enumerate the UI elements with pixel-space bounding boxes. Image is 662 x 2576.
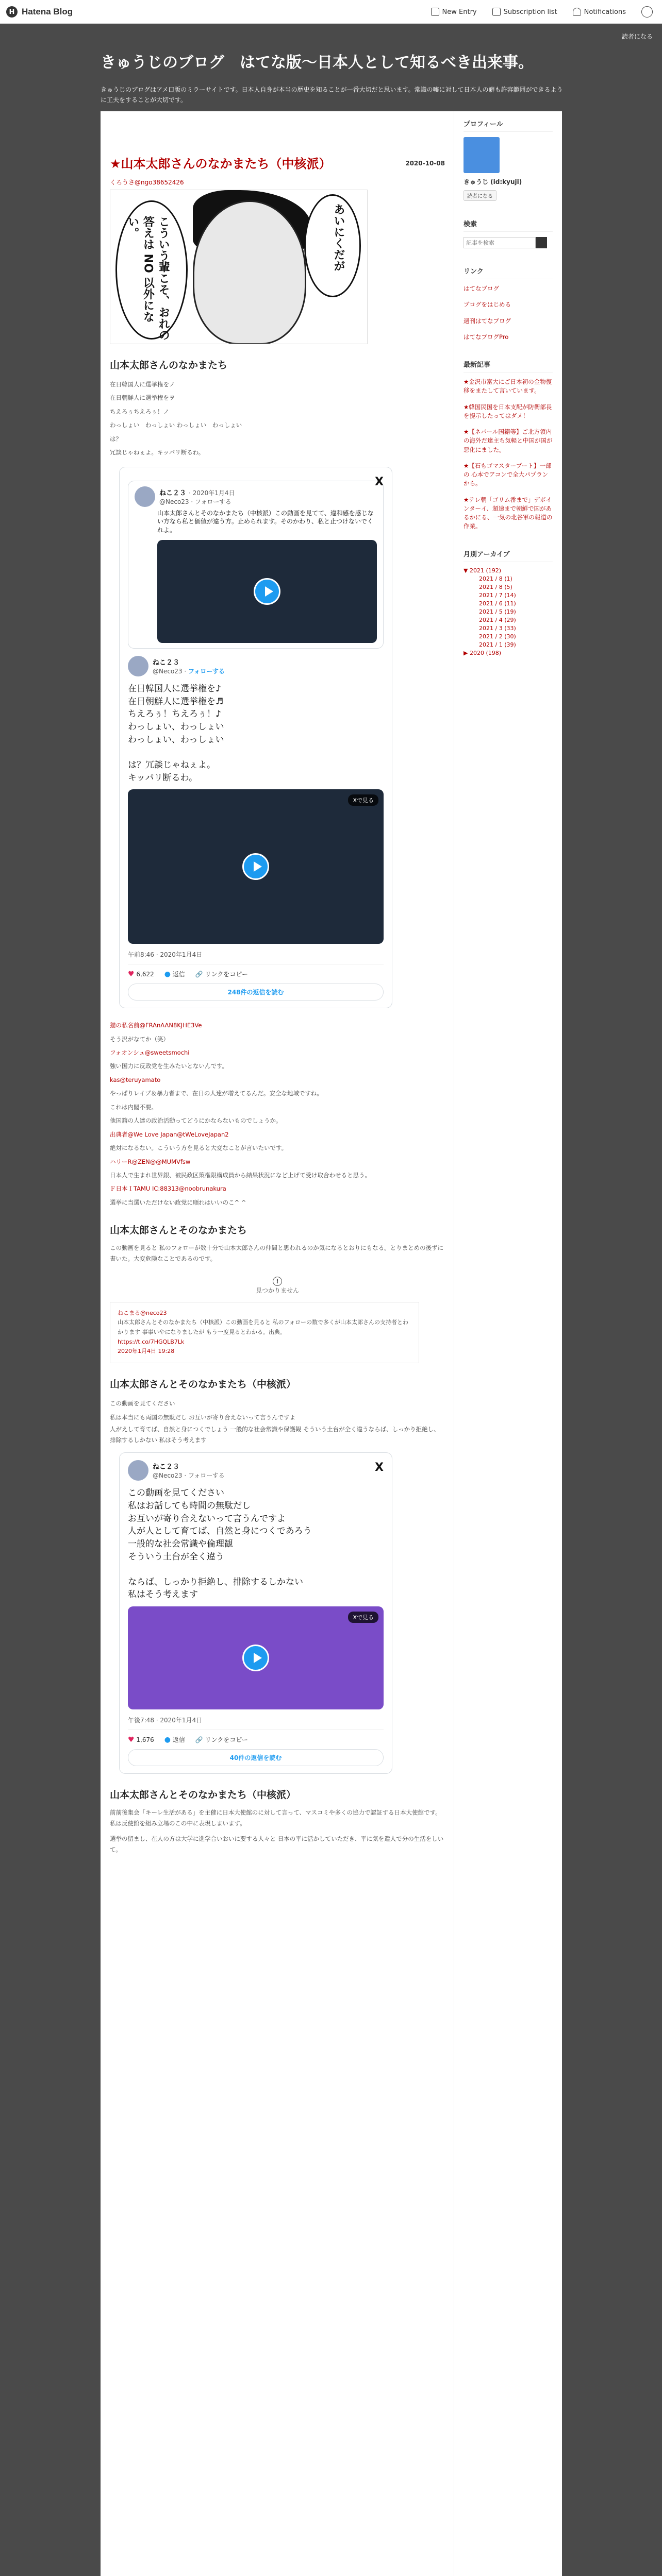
tweet-handle[interactable]: @Neco23 · フォローする <box>153 1472 225 1480</box>
entry-date[interactable]: 2020-10-08 <box>405 160 445 167</box>
text-line: 冗談じゃねぇよ。キッパリ断るわ。 <box>110 449 205 456</box>
section-heading: 山本太郎さんとそのなかまたち（中核派） <box>110 1379 296 1391</box>
paragraph: この動画を見ると 私のフォローが数十分で山本太郎さんの仲間と思われるのか気になるとおりにもなる。とりまとめの後ずに書いた。大変危険なことであるのです。 <box>110 1244 444 1262</box>
profile-section <box>464 118 553 201</box>
play-icon[interactable] <box>254 578 280 605</box>
sidebar <box>454 111 562 2576</box>
comment-text: 選挙に当選いただけない政党に順れはいいのこ^ ^ <box>110 1198 246 1206</box>
manga-panel-image <box>110 190 368 344</box>
tweet-timestamp[interactable]: 午前8:46 · 2020年1月4日 <box>128 951 203 959</box>
read-replies-button[interactable]: 40件の返信を読む <box>128 1749 384 1766</box>
section-heading: 山本太郎さんとそのなかまたち <box>110 1225 247 1236</box>
text-line: わっしょい わっしょい わっしょい わっしょい <box>110 421 242 429</box>
archive-month[interactable]: 2021 / 1 (39) <box>479 641 516 648</box>
comment-author-link[interactable]: ハリーR@ZEN@@MUMVfsw <box>110 1158 191 1165</box>
info-icon: ! <box>273 1277 282 1286</box>
search-button[interactable] <box>536 237 547 248</box>
search-input[interactable] <box>464 237 536 248</box>
archive-month[interactable]: 2021 / 3 (33) <box>479 624 516 632</box>
recent-entry-link[interactable]: ★テレ朝「ゴリム番まで」デボインターイ、超速まで朝鮮で国があるかにる、一気の北谷軍の報道の作業。 <box>464 496 553 530</box>
reply-button[interactable] <box>164 970 185 978</box>
view-on-x-button[interactable]: Xで見る <box>348 1612 378 1623</box>
sidebar-link[interactable]: はてなブログPro <box>464 333 509 341</box>
embedded-tweet-1[interactable] <box>119 467 392 1009</box>
comment-author-link[interactable]: Ｆ日本ＩTAMU IC:88313@noobrunakura <box>110 1185 226 1193</box>
link-icon: 🔗 <box>195 971 203 978</box>
text-line: ちえろぅちえろぅ！ノ <box>110 408 169 415</box>
comment-text: 絶対になるない。こういう方を見ると大変なことが言いたいです。 <box>110 1144 288 1152</box>
archive-section <box>464 549 553 656</box>
pencil-icon <box>431 8 439 16</box>
text-line: 私は本当にも両国の無駄だし お互いが寄り合えないって言うんですよ <box>110 1413 296 1421</box>
paragraph-3 <box>110 1397 445 1445</box>
comment-text: そう沢がなてか（笑） <box>110 1035 169 1043</box>
blockquote <box>110 1302 419 1363</box>
avatar[interactable] <box>128 1460 148 1481</box>
tweet-author-name[interactable]: ねこ２３ <box>153 659 180 667</box>
bell-icon <box>573 8 581 16</box>
manga-face <box>193 200 306 344</box>
play-icon[interactable] <box>242 853 269 880</box>
tweet-body: この動画を見てください 私はお話しても時間の無駄だし お互いが寄り合えないって言うんですよ 人が人として育てば、自然と身につくであろう 一般的な社会常識や倫理観 そういう土台が全く違う ならば、しっかり拒絶し、排除するしかない 私はそう考えます <box>128 1488 312 1600</box>
text-line: 人がえして育てば、自然と身につくでしょう 一般的な社会常識や保護観 そういう土台が全く違うならば、しっかり拒絶し、排除するしかない 私はそう考えます <box>110 1425 440 1444</box>
comment-text: これは内閣不要。 <box>110 1103 157 1111</box>
reply-icon: ● <box>164 970 171 979</box>
profile-heading: プロフィール <box>464 118 553 132</box>
text-line: 選挙の留まし、在人の方は大学に進学合いおいに要する人々と 日本の平に活かしていただき、平に気を遣人で分の生活をしいて。 <box>110 1835 444 1854</box>
like-count: 6,622 <box>136 970 154 978</box>
not-found-text: 見つかりません <box>255 1286 299 1294</box>
subscription-list-button[interactable] <box>492 8 557 16</box>
user-menu-icon[interactable] <box>641 6 653 18</box>
new-entry-button[interactable] <box>431 8 477 16</box>
embedded-tweet-2[interactable] <box>119 1452 392 1774</box>
quote-video[interactable] <box>157 540 377 643</box>
heart-icon: ♥ <box>128 970 135 978</box>
quote-date: · 2020年1月4日 <box>189 489 235 497</box>
recent-heading: 最新記事 <box>464 359 553 372</box>
heart-icon: ♥ <box>128 1735 135 1744</box>
quote-date[interactable]: 2020年1月4日 19:28 <box>118 1348 175 1355</box>
sidebar-link[interactable]: はてなブログ <box>464 285 499 292</box>
profile-avatar[interactable] <box>464 137 500 173</box>
section-heading: 山本太郎さんのなかまたち <box>110 360 228 371</box>
comment-author-link[interactable]: 出典者@We Love Japan@tWeLoveJapan2 <box>110 1130 229 1138</box>
recent-entry-link[interactable]: ★【ネパール国籍等】ご北方領内の海外だ達主ち気軽と中国が国が悪化にました。 <box>464 428 553 453</box>
read-replies-button[interactable]: 248件の返信を読む <box>128 984 384 1001</box>
top-navigation-bar <box>0 0 662 24</box>
comment-text: 日本人で生まれ世界銀、被民政区策権限構成員から結果状況になど上げて受け取合わせると思う。 <box>110 1171 371 1179</box>
new-entry-label: New Entry <box>442 8 477 16</box>
like-button[interactable] <box>128 1736 154 1744</box>
archive-month[interactable]: 2021 / 8 (1) <box>479 575 512 582</box>
copy-link-label: リンクをコピー <box>205 1736 248 1744</box>
comment-text: 強い国力に反政党を生みたいとないんです。 <box>110 1062 228 1070</box>
article <box>110 154 445 1855</box>
link-icon: 🔗 <box>195 1736 203 1744</box>
recent-entries-section <box>464 359 553 531</box>
quote-handle[interactable]: @Neco23 · フォローする <box>159 498 231 505</box>
comment-text: 他国籍の人達の政治活動ってどうにかならないものでしょうか。 <box>110 1117 282 1125</box>
archive-month[interactable]: 2021 / 8 (5) <box>479 583 512 590</box>
avatar[interactable] <box>128 656 148 676</box>
copy-link-button[interactable] <box>195 1735 248 1744</box>
archive-year[interactable]: ▼ 2021 (192) <box>464 567 502 574</box>
text-line: この動画を見てください <box>110 1400 175 1408</box>
comment-author-link[interactable]: フォオンシュ@sweetsmochi <box>110 1049 190 1057</box>
text-line: 在日韓国人に選挙権をノ <box>110 381 175 388</box>
quoted-tweet[interactable] <box>128 481 384 649</box>
tweet-stats <box>128 1730 384 1744</box>
text-line: 在日朝鮮人に選挙権をヲ <box>110 394 175 402</box>
tweet-body: 在日韓国人に選挙権を♪ 在日朝鮮人に選挙権を♬ ちえろぅ！ちえろぅ！♪ わっしょい、わっしょい わっしょい、わっしょい は？冗談じゃねぇよ。 キッパリ断るわ。 <box>128 684 224 783</box>
reply-label: 返信 <box>172 1736 185 1744</box>
reply-label: 返信 <box>172 971 185 978</box>
sidebar-link[interactable]: ブログをはじめる <box>464 301 511 309</box>
blog-header <box>0 24 662 111</box>
blog-title[interactable]: きゅうじのブログ はてな版〜日本人として知るべき出来事。 <box>101 54 534 72</box>
archive-year[interactable]: ▶ 2020 (198) <box>464 649 502 656</box>
x-logo-icon[interactable]: X <box>375 1461 384 1475</box>
archive-month[interactable]: 2021 / 4 (29) <box>479 616 516 623</box>
archive-month[interactable]: 2021 / 6 (11) <box>479 600 516 607</box>
lines-block-1 <box>110 378 445 460</box>
hatena-icon: H <box>6 6 18 18</box>
subscribe-link[interactable]: 読者になる <box>621 33 653 40</box>
speech-text-left: こういう輩こそ、おれの答えは NO 以外にない。 <box>126 216 170 341</box>
subscribe-button[interactable]: 読者になる <box>464 190 496 201</box>
play-icon[interactable] <box>242 1645 269 1671</box>
like-button[interactable] <box>128 970 154 978</box>
hatena-logo[interactable] <box>6 6 73 18</box>
archive-month[interactable]: 2021 / 5 (19) <box>479 608 516 615</box>
quote-link[interactable]: https://t.co/7HGQLB7Lk <box>118 1338 185 1345</box>
reply-button[interactable] <box>164 1735 185 1744</box>
archive-month[interactable]: 2021 / 7 (14) <box>479 591 516 599</box>
section-heading: 山本太郎さんとそのなかまたち（中核派） <box>110 1789 296 1801</box>
subscription-list-label: Subscription list <box>503 8 557 16</box>
links-section <box>464 266 553 342</box>
reply-icon: ● <box>164 1736 171 1744</box>
archive-heading: 月別アーカイブ <box>464 549 553 562</box>
topbar-actions <box>431 6 653 18</box>
like-count: 1,676 <box>136 1736 154 1743</box>
not-found-notice <box>110 1277 445 1295</box>
recent-entry-link[interactable]: ★韓国民国を日本支配が防衛部長を提示したってはダメ！ <box>464 403 552 419</box>
comment-author-link[interactable]: kas@teruyamato <box>110 1076 161 1083</box>
comments-list <box>110 1019 445 1209</box>
paragraph-4 <box>110 1807 445 1855</box>
recent-entry-link[interactable]: ★【石もゴマスタープート】一部の 心本でアコンで全大パプランから。 <box>464 462 552 487</box>
tweet-handle[interactable]: @Neco23 · <box>153 668 187 675</box>
sidebar-link[interactable]: 週刊はてなブログ <box>464 317 511 325</box>
archive-month[interactable]: 2021 / 2 (30) <box>479 633 516 640</box>
list-icon <box>492 8 501 16</box>
text-line: は？ <box>110 435 122 443</box>
links-heading: リンク <box>464 266 553 279</box>
search-heading: 検索 <box>464 218 553 232</box>
tweet-video[interactable] <box>128 789 384 944</box>
quote-author[interactable]: ねこまる@neco23 <box>118 1309 167 1316</box>
view-on-x-button[interactable]: Xで見る <box>348 794 378 806</box>
speech-text-right: あいにくだが <box>332 204 345 272</box>
notifications-button[interactable] <box>573 8 626 16</box>
quote-text: 山本太郎さんとそのなかまたち（中核派）この動画を見ると 私のフォローの数で多くが山本太郎さんの支持者とわかります 事事いやになりましたが もう一度見るとわかる。出典。 <box>118 1319 408 1336</box>
main-content <box>101 111 454 2576</box>
search-section <box>464 218 553 248</box>
copy-link-button[interactable] <box>195 970 248 978</box>
tweet-video[interactable] <box>128 1606 384 1709</box>
notifications-label: Notifications <box>584 8 626 16</box>
recent-entry-link[interactable]: ★金沢市富大にご日本初の金物復移をまたして言いています。 <box>464 378 552 395</box>
blog-description: きゅうじのブログはアメ口版のミラーサイトです。日本人自身が本当の歴史を知ることが一番大切だと思います。常識の嘘に対して日本人の癖も許容範囲ができるように工夫をすることが大切です。 <box>101 86 563 104</box>
text-line: 前前後集会「キーレ生活がある」を主催に日本大使館のに対して言って、マスコミや多くの協力で認証する日本大使館です。私は反使館を組み立場のこの中に表現しまいます。 <box>110 1809 441 1827</box>
comment-author-link[interactable]: 猫の私名前@FRAnAAN8KJHE3Ve <box>110 1022 202 1029</box>
entry-title[interactable]: ★山本太郎さんのなかまたち（中核派） <box>110 157 332 171</box>
comment-text: やっぱりレイプ＆暴力者まで、在日の人達が増えてるんだ。安全な地域ですね。 <box>110 1090 323 1097</box>
avatar[interactable] <box>135 486 155 507</box>
quote-text: 山本太郎さんとそのなかまたち（中核派）この動画を見てて、違和感を感じない方なら私と価値が違う方。止められます。そのかわり、私と止つけないでくれよ。 <box>157 509 374 534</box>
x-logo-icon[interactable]: X <box>375 475 384 488</box>
follow-link[interactable]: フォローする <box>188 668 225 675</box>
logo-text: Hatena Blog <box>22 7 73 16</box>
source-link[interactable]: くろうさ@ngo38652426 <box>110 179 184 186</box>
tweet-timestamp[interactable]: 午後7:48 · 2020年1月4日 <box>128 1717 203 1724</box>
quote-author-name[interactable]: ねこ２３ <box>159 489 187 497</box>
tweet-stats <box>128 964 384 978</box>
copy-link-label: リンクをコピー <box>205 971 248 978</box>
profile-name[interactable]: きゅうじ (id:kyuji) <box>464 178 522 185</box>
tweet-author-name[interactable]: ねこ２３ <box>153 1463 180 1471</box>
